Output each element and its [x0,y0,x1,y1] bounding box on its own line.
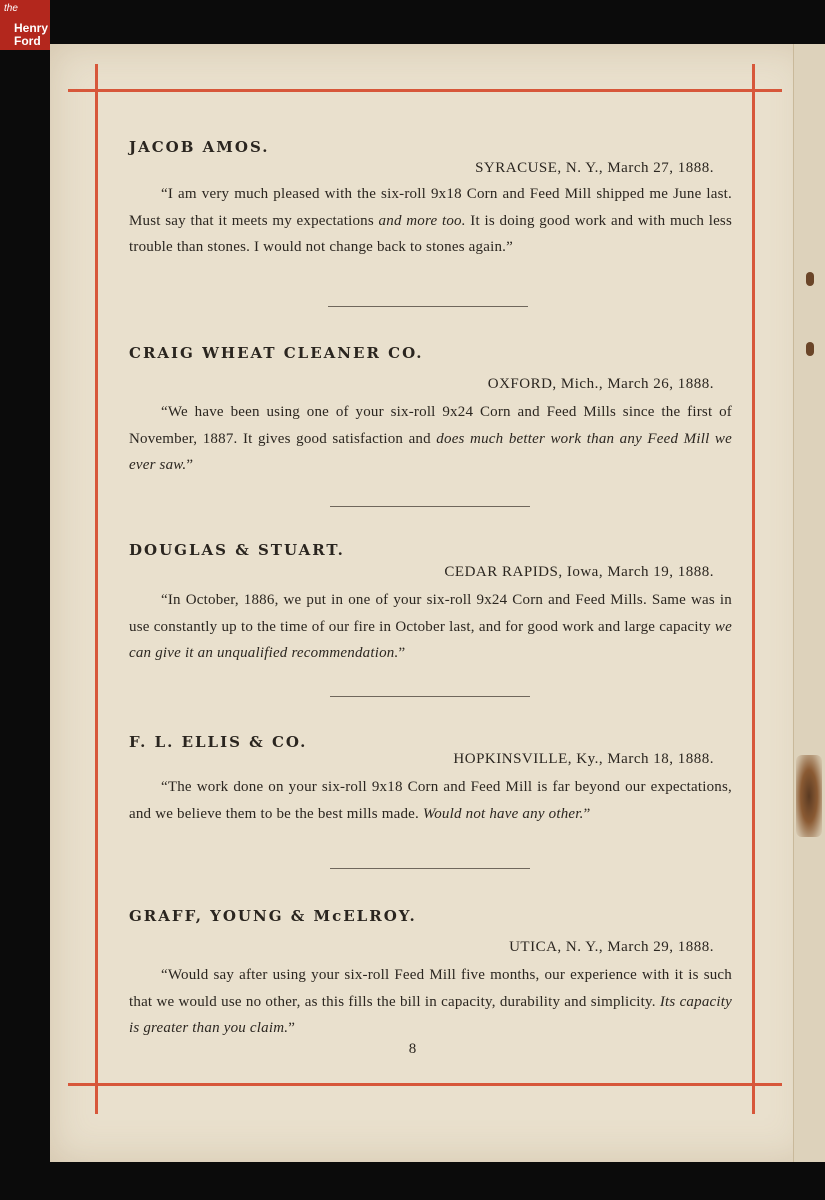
entry-name: JACOB AMOS. [129,138,270,156]
entry-name: F. L. ELLIS & CO. [129,733,308,751]
logo-text-henry: Henry [14,21,49,35]
entry-dateline: HOPKINSVILLE, Ky., March 18, 1888. [453,751,714,767]
henry-ford-logo [0,0,50,50]
testimonial-emphasis: does much better work than any Feed Mill we ever saw. [129,430,732,473]
testimonial-text: “Would say after using your six-roll Feed Mill five months, our experience with it is such that we would use no other, as this fills the bill in capacity, durability and simplicity. [129,967,732,1010]
testimonial-text: ” [398,645,406,661]
entry-testimonial [129,774,732,827]
entry-testimonial [129,962,732,1042]
logo-text-ford: Ford [14,34,41,48]
section-divider [328,306,528,307]
entry-dateline: SYRACUSE, N. Y., March 27, 1888. [475,160,714,176]
testimonial-emphasis: we can give it an unqualified recommendation. [129,618,732,661]
testimonial-text: “The work done on your six-roll 9x18 Corn and Feed Mill is far beyond our expectations, and we believe them to be the best mills made. [129,779,732,822]
testimonial-text: “We have been using one of your six-roll 9x24 Corn and Feed Mills since the first of November, 1887. It gives good satisfaction and [129,404,732,447]
entry-name: CRAIG WHEAT CLEANER CO. [129,344,424,362]
border-right-rule [752,64,755,1114]
entry-name: DOUGLAS & STUART. [129,541,345,559]
entry-dateline: OXFORD, Mich., March 26, 1888. [487,376,714,392]
border-bottom-rule [68,1083,782,1086]
page-burn-mark [796,755,822,837]
border-top-rule [68,89,782,92]
page-stain [806,272,814,286]
entry-dateline: CEDAR RAPIDS, Iowa, March 19, 1888. [444,564,714,580]
entry-name: GRAFF, YOUNG & McELROY. [129,907,417,925]
entry-testimonial [129,181,732,261]
testimonial-text: ” [288,1020,296,1036]
entry-dateline: UTICA, N. Y., March 29, 1888. [509,939,714,955]
testimonial-text: It is doing good work and with much less trouble than stones. I would not change back to stones again.” [129,212,732,255]
testimonial-text: “I am very much pleased with the six-roll 9x18 Corn and Feed Mill shipped me June last. Must say that it meets my expectations [129,186,732,229]
page-stain [806,342,814,356]
border-left-rule [95,64,98,1114]
entry-testimonial [129,399,732,479]
testimonial-emphasis: Its capacity is greater than you claim. [129,993,732,1036]
logo-text-the: the [4,3,18,14]
testimonial-text: ” [583,805,591,822]
testimonial-text: “In October, 1886, we put in one of your six-roll 9x24 Corn and Feed Mills. Same was in use constantly up to the time of our fire in October last, and for good work and large capacity [129,592,732,635]
section-divider [330,506,530,507]
section-divider [330,868,530,869]
page-number: 8 [408,1041,417,1057]
section-divider [330,696,530,697]
entry-testimonial [129,587,732,667]
testimonial-emphasis: Would not have any other. [422,805,584,822]
testimonial-text: ” [186,457,194,473]
testimonial-emphasis: and more too. [378,212,466,229]
adjacent-page-edge [793,44,825,1162]
